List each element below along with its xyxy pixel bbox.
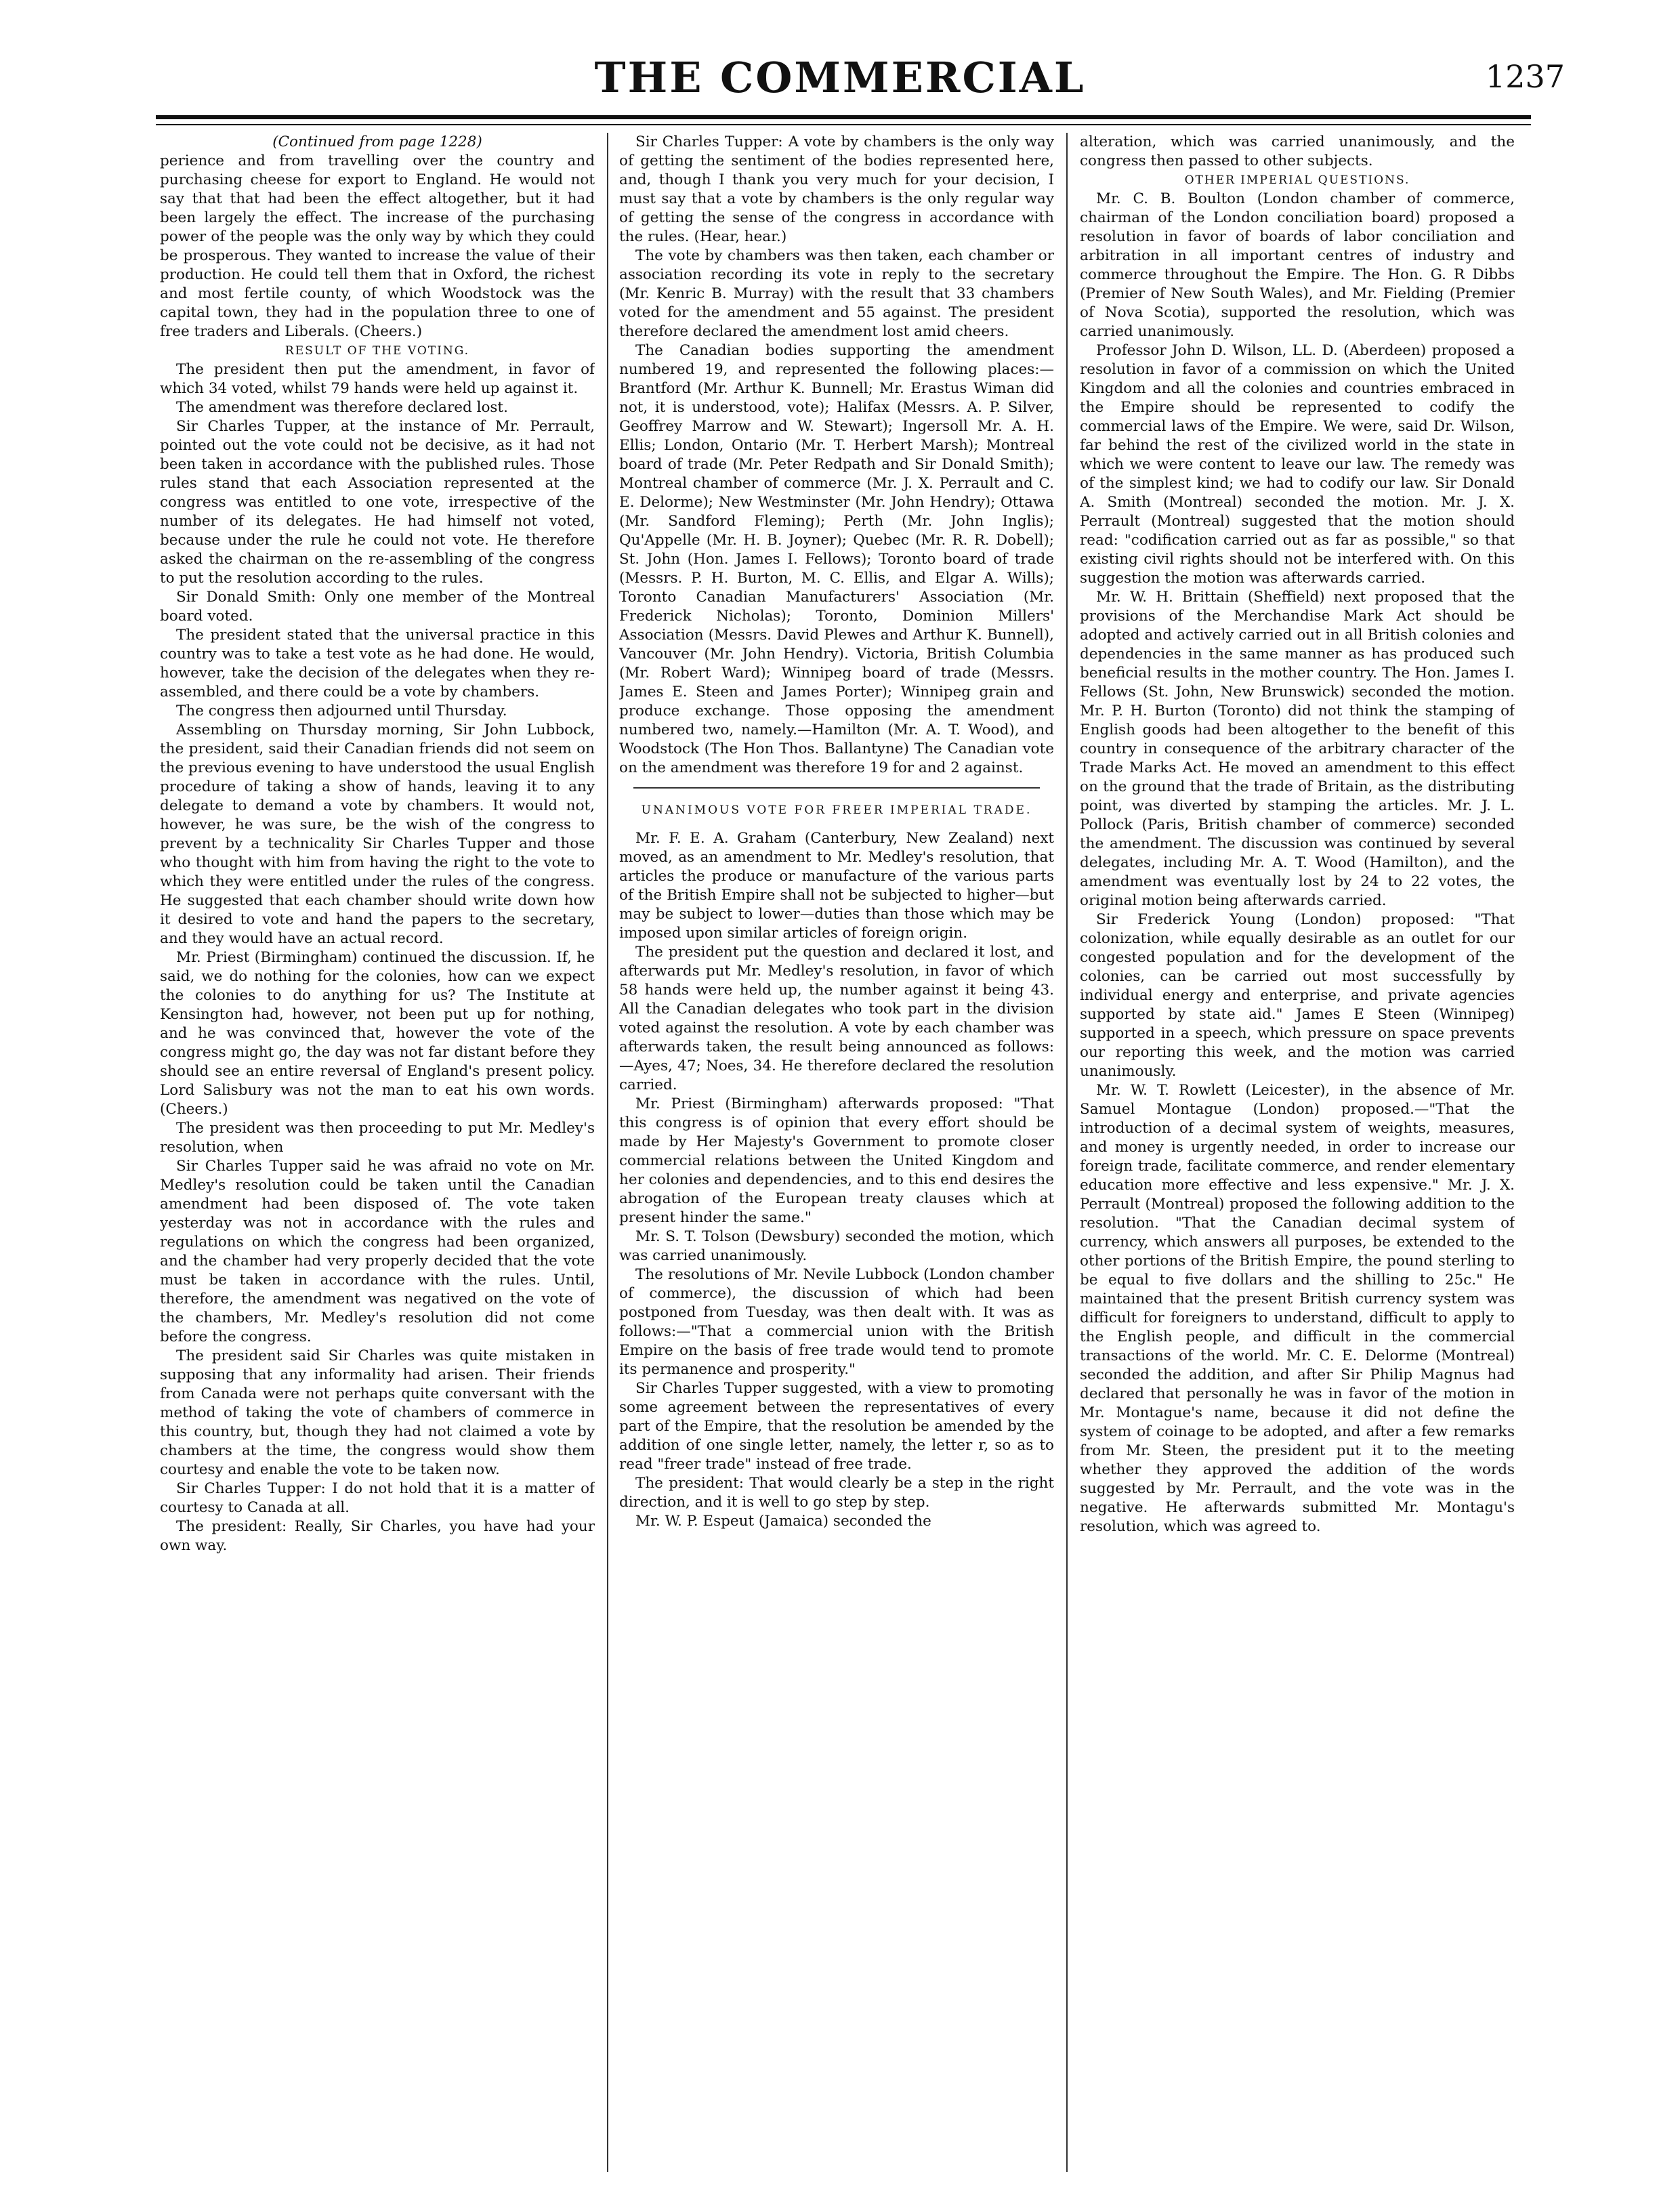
paragraph: Mr. C. B. Boulton (London chamber of commerce, chairman of the London conciliation board) proposed a resolution in favor of boards of labor conciliation and arbitration in all important centres of industry and commerce throughout the Empire. The Hon. G. R Dibbs (Premier of New South Wales), and Mr. Fielding (Premier of Nova Scotia), supported the resolution, which was carried unanimously. <box>1080 190 1515 340</box>
paragraph: The vote by chambers was then taken, each chamber or association recording its vote in reply to the secretary (Mr. Kenric B. Murray) with the result that 33 chambers voted for the amendment and 55 against. The president therefore declared the amendment lost amid cheers. <box>619 247 1054 340</box>
paragraph: Sir Charles Tupper: I do not hold that it is a matter of courtesy to Canada at all. <box>160 1480 595 1516</box>
paragraph: The amendment was therefore declared lost. <box>176 399 508 416</box>
continued-note: (Continued from page 1228) <box>272 133 482 150</box>
paragraph: The president put the question and declared it lost, and afterwards put Mr. Medley's resolution, in favor of which 58 hands were held up, the number against it being 43. All the Canadian delegates who took part in the division voted against the resolution. A vote by each chamber was afterwards taken, the result being announced as follows:—Ayes, 47; Noes, 34. He therefore declared the resolution carried. <box>619 944 1054 1093</box>
section-rule <box>633 787 1040 789</box>
paragraph: Mr. W. H. Brittain (Sheffield) next proposed that the provisions of the Merchandise Mark Act should be adopted and actively carried out in all British colonies and dependencies in the same manner as has produced such beneficial results in the mother country. The Hon. James I. Fellows (St. John, New Brunswick) seconded the motion. Mr. P. H. Burton (Toronto) did not think the stamping of English goods had been altogether to the benefit of this country in consequence of the arbitrary character of the Trade Marks Act. He moved an amendment to this effect on the ground that the trade of Britain, as the distributing point, was diverted by stamping the articles. Mr. J. L. Pollock (Paris, British chamber of commerce) seconded the amendment. The discussion was continued by several delegates, including Mr. A. T. Wood (Hamilton), and the amendment was eventually lost by 24 to 22 votes, the original motion being afterwards carried. <box>1080 589 1515 909</box>
paragraph: The president: Really, Sir Charles, you have had your own way. <box>160 1518 595 1554</box>
paragraph: Mr. W. T. Rowlett (Leicester), in the absence of Mr. Samuel Montague (London) proposed.—"That the introduction of a decimal system of weights, measures, and money is urgently needed, in order to increase our foreign trade, facilitate commerce, and render elementary education more effective and less expensive." Mr. J. X. Perrault (Montreal) proposed the following addition to the resolution. "That the Canadian decimal system of currency, which answers all purposes, be extended to the other portions of the British Empire, the pound sterling to be equal to five dollars and the shilling to 25c." He maintained that the present British currency system was difficult for foreigners to understand, difficult to apply to the English people, and difficult in the commercial transactions of the world. Mr. C. E. Delorme (Montreal) seconded the addition, and after Sir Philip Magnus had declared that personally he was in favor of the motion in Mr. Montague's name, because it did not define the system of coinage to be adopted, and after a few remarks from Mr. Steen, the president put it to the meeting whether they approved the addition of the words suggested by Mr. Perrault, and the vote was in the negative. He afterwards submitted Mr. Montagu's resolution, which was agreed to. <box>1080 1082 1515 1535</box>
column-1 <box>160 133 595 2172</box>
header-rule-thin <box>156 124 1531 125</box>
section-heading: RESULT OF THE VOTING. <box>285 344 470 358</box>
paragraph: Mr. S. T. Tolson (Dewsbury) seconded the motion, which was carried unanimously. <box>619 1228 1054 1264</box>
section-heading: UNANIMOUS VOTE FOR FREER IMPERIAL TRADE. <box>641 803 1032 817</box>
paragraph: Sir Charles Tupper, at the instance of Mr. Perrault, pointed out the vote could not be decisive, as it had not been taken in accordance with the published rules. Those rules stand that each Association represented at the congress was entitled to one vote, irrespective of the number of its delegates. He had himself not voted, because under the rule he could not vote. He therefore asked the chairman on the re-assembling of the congress to put the resolution according to the rules. <box>160 418 595 587</box>
column-2 <box>619 133 1054 2172</box>
paragraph: Mr. W. P. Espeut (Jamaica) seconded the <box>635 1513 931 1530</box>
paragraph: alteration, which was carried unanimously, and the congress then passed to other subjects. <box>1080 133 1515 169</box>
paragraph: The president said Sir Charles was quite mistaken in supposing that any informality had arisen. Their friends from Canada were not perhaps quite conversant with the method of taking the vote of chambers of commerce in this country, but, though they had not claimed a vote by chambers at the time, the congress would show them courtesy and enable the vote to be taken now. <box>160 1347 595 1478</box>
paragraph: Assembling on Thursday morning, Sir John Lubbock, the president, said their Canadian friends did not seem on the previous evening to have understood the usual English procedure of taking a show of hands, leaving it to any delegate to demand a vote by chambers. It would not, however, he was sure, be the wish of the congress to prevent by a technicality Sir Charles Tupper and those who thought with him from having the right to the vote to which they were entitled under the rules of the congress. He suggested that each chamber should write down how it desired to vote and hand the papers to the secretary, and they would have an actual record. <box>160 721 595 947</box>
paragraph: Sir Charles Tupper: A vote by chambers is the only way of getting the sentiment of the bodies represented here, and, though I thank you very much for your decision, I must say that a vote by chambers is the only regular way of getting the sense of the congress in accordance with the rules. (Hear, hear.) <box>619 133 1054 245</box>
paragraph: Sir Charles Tupper said he was afraid no vote on Mr. Medley's resolution could be taken until the Canadian amendment had been disposed of. The vote taken yesterday was not in accordance with the rules and regulations on which the congress had been organized, and the chamber had very properly decided that the vote must be taken in accordance with the rules. Until, therefore, the amendment was negatived on the vote of the chambers, Mr. Medley's resolution did not come before the congress. <box>160 1158 595 1345</box>
publication-title: THE COMMERCIAL <box>594 53 1086 102</box>
paragraph: Sir Donald Smith: Only one member of the Montreal board voted. <box>160 589 595 625</box>
section-heading: OTHER IMPERIAL QUESTIONS. <box>1184 173 1410 187</box>
paragraph: Sir Frederick Young (London) proposed: "That colonization, while equally desirable as an outlet for our congested population and for the development of the colonies, can be carried out most successfully by individual energy and enterprise, and private agencies supported by state aid." James E Steen (Winnipeg) supported in a speech, which pressure on space prevents our reporting this week, and the motion was carried unanimously. <box>1080 911 1515 1080</box>
column-3 <box>1080 133 1515 2172</box>
paragraph: The Canadian bodies supporting the amendment numbered 19, and represented the following places:—Brantford (Mr. Arthur K. Bunnell; Mr. Erastus Wiman did not, it is understood, vote); Halifax (Messrs. A. P. Silver, Geoffrey Marrow and W. Stewart); Ingersoll Mr. A. H. Ellis; London, Ontario (Mr. T. Herbert Marsh); Montreal board of trade (Mr. Peter Redpath and Sir Donald Smith); Montreal chamber of commerce (Mr. J. X. Perrault and C. E. Delorme); New Westminster (Mr. John Hendry); Ottawa (Mr. Sandford Fleming); Perth (Mr. John Inglis); Qu'Appelle (Mr. H. B. Joyner); Quebec (Mr. R. R. Dobell); St. John (Hon. James I. Fellows); Toronto board of trade (Messrs. P. H. Burton, M. C. Ellis, and Elgar A. Wills); Toronto Canadian Manufacturers' Association (Mr. Frederick Nicholas); Toronto, Dominion Millers' Association (Messrs. David Plewes and Arthur K. Bunnell), Vancouver (Mr. John Hendry). Victoria, British Columbia (Mr. Robert Ward); Winnipeg board of trade (Messrs. James E. Steen and James Porter); Winnipeg grain and produce exchange. Those opposing the amendment numbered two, namely.—Hamilton (Mr. A. T. Wood), and Woodstock (The Hon Thos. Ballantyne) The Canadian vote on the amendment was therefore 19 for and 2 against. <box>619 342 1054 776</box>
paragraph: Mr. Priest (Birmingham) continued the discussion. If, he said, we do nothing for the colonies, how can we expect the colonies to do anything for us? The Institute at Kensington had, however, not been put up for nothing, and he was convinced that, however the vote of the congress might go, the day was not far distant before they should see an entire reversal of England's present policy. Lord Salisbury was not the man to eat his own words. (Cheers.) <box>160 949 595 1118</box>
article-columns <box>160 133 1524 2172</box>
header-rule-thick <box>156 115 1531 119</box>
paragraph: perience and from travelling over the country and purchasing cheese for export to England. He would not say that that had been the effect altogether, but it had been largely the effect. The increase of the purchasing power of the people was the only way by which they could be prosperous. They wanted to increase the value of their production. He could tell them that in Oxford, the richest and most fertile county, of which Woodstock was the capital town, they had in the population three to one of free traders and Liberals. (Cheers.) <box>160 152 595 340</box>
paragraph: The resolutions of Mr. Nevile Lubbock (London chamber of commerce), the discussion of which had been postponed from Tuesday, was then dealt with. It was as follows:—"That a commercial union with the British Empire on the basis of free trade would tend to promote its permanence and prosperity." <box>619 1266 1054 1378</box>
paragraph: Professor John D. Wilson, LL. D. (Aberdeen) proposed a resolution in favor of a commission on which the United Kingdom and all the colonies and countries embraced in the Empire should be represented to codify the commercial laws of the Empire. We were, said Dr. Wilson, far behind the rest of the civilized world in the state in which we were content to leave our law. The remedy was of the simplest kind; we had to codify our law. Sir Donald A. Smith (Montreal) seconded the motion. Mr. J. X. Perrault (Montreal) suggested that the motion should read: "codification carried out as far as possible," so that existing civil rights should not be interfered with. On this suggestion the motion was afterwards carried. <box>1080 342 1515 587</box>
column-divider <box>1066 133 1068 2172</box>
paragraph: Sir Charles Tupper suggested, with a view to promoting some agreement between the representatives of every part of the Empire, that the resolution be amended by the addition of one single letter, namely, the letter r, so as to read "freer trade" instead of free trade. <box>619 1380 1054 1473</box>
paragraph: Mr. Priest (Birmingham) afterwards proposed: "That this congress is of opinion that every effort should be made by Her Majesty's Government to promote closer commercial relations between the United Kingdom and her colonies and dependencies, and to this end desires the abrogation of the European treaty clauses which at present hinder the same." <box>619 1095 1054 1226</box>
paragraph: The president stated that the universal practice in this country was to take a test vote as he had done. He would, however, take the decision of the delegates when they re-assembled, and there could be a vote by chambers. <box>160 627 595 700</box>
paragraph: The president was then proceeding to put Mr. Medley's resolution, when <box>160 1120 595 1156</box>
page-number: 1237 <box>1485 58 1565 95</box>
paragraph: The president: That would clearly be a step in the right direction, and it is well to go step by step. <box>619 1475 1054 1511</box>
column-divider <box>607 133 608 2172</box>
paragraph: Mr. F. E. A. Graham (Canterbury, New Zealand) next moved, as an amendment to Mr. Medley's resolution, that articles the produce or manufacture of the various parts of the British Empire shall not be subjected to higher—but may be subject to lower—duties than those which may be imposed upon similar articles of foreign origin. <box>619 830 1054 942</box>
paragraph: The president then put the amendment, in favor of which 34 voted, whilst 79 hands were held up against it. <box>160 361 595 397</box>
paragraph: The congress then adjourned until Thursday. <box>176 703 507 719</box>
